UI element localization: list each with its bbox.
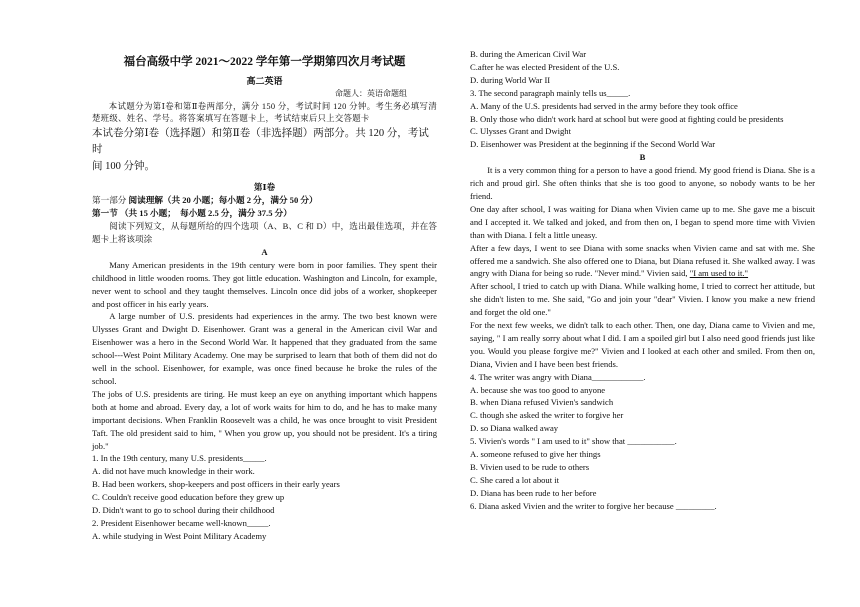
question-5 — [470, 435, 815, 500]
option-a: A. someone refused to give her things — [470, 449, 601, 460]
jie-1-label: 第一节 — [92, 208, 118, 219]
option-c: C.after he was elected President of the U.S. — [470, 61, 620, 72]
question-stem: 4. The writer was angry with Diana____________. — [470, 371, 646, 382]
intro-line-2: 间 100 分钟。 — [92, 160, 155, 172]
part-1-label: 第一部分 — [92, 195, 127, 206]
passage-a-paragraph-1: Many American presidents in the 19th century were born in poor families. They spent their childhood in little wooden rooms. They got little education. Washington and Lincoln, for example, never went to school and they taught themselves. Lincoln once did jobs of a worker, shopkeeper and post officer in his early years. — [92, 259, 437, 309]
option-d: D. so Diana walked away — [470, 423, 559, 434]
question-stem: 1. In the 19th century, many U.S. presidents_____. — [92, 453, 267, 464]
question-2 — [92, 517, 437, 543]
author-line: 命题人：英语命题组 — [335, 89, 407, 98]
passage-b-paragraph-3 — [470, 242, 815, 281]
passage-b-paragraph-2: One day after school, I was waiting for Diana when Vivien came up to me. She gave me a biscuit and I accepted it. We talked and joked, and from then on, I began to spend more time with Vivien than with Diana. I felt a little uneasy. — [470, 203, 815, 240]
option-a: A. Many of the U.S. presidents had served in the army before they took office — [470, 100, 738, 111]
passage-b-paragraph-1: It is a very common thing for a person to have a good friend. My good friend is Diana. She is a rich and proud girl. She often thinks that she is too good to anyone, so nobody wants to be her friend. — [470, 165, 815, 201]
exam-intro — [92, 126, 437, 176]
question-2-continued — [470, 48, 815, 87]
option-b: B. during the American Civil War — [470, 49, 587, 59]
passage-a-paragraph-3: The jobs of U.S. presidents are tiring. He must keep an eye on anything important which happens both at home and abroad. Every day, a lot of work waits for him to do, and he has to make many important decisions. When Franklin Roosevelt was a child, he was once brought to visit President Taft. The old president said to him, " When you grow up, you should not be president. It's a tiring job." — [92, 388, 437, 451]
exam-title: 福台高级中学 2021～2022 学年第一学期第四次月考试题 — [123, 56, 406, 68]
passage-b-paragraph-4: After school, I tried to catch up with Diana. While walking home, I tried to correct her attitude, but she didn't listen to me. She said, "Go and join your "dear" Vivien. I know you make a new friend and forget the old one." — [470, 281, 815, 318]
option-d: D. during World War II — [470, 74, 551, 85]
option-c: C. though she asked the writer to forgive her — [470, 410, 624, 421]
option-c: C. Couldn't receive good education before they grew up — [92, 492, 285, 503]
left-column — [92, 48, 437, 543]
question-6 — [470, 500, 815, 513]
exam-notice: 本试题分为第Ⅰ卷和第Ⅱ卷两部分，满分 150 分，考试时间 120 分钟。考生务必填写清楚班级、姓名、学号。将答案填写在答题卡上，考试结束后只上交答题卡 — [92, 101, 437, 124]
right-column — [470, 48, 815, 513]
option-b: B. Had been workers, shop-keepers and post officers in their early years — [92, 479, 340, 490]
question-4 — [470, 371, 815, 436]
underlined-quote: "I am used to it." — [689, 268, 749, 279]
part-1-heading — [92, 194, 437, 207]
question-stem: 2. President Eisenhower became well-known_____. — [92, 517, 271, 528]
passage-a-label: A — [261, 246, 268, 257]
passage-b-label: B — [639, 152, 646, 163]
question-stem: 3. The second paragraph mainly tells us_____. — [470, 87, 631, 98]
option-a: A. did not have much knowledge in their work. — [92, 466, 255, 477]
part-1-text: 阅读理解（共 20 小题；每小题 2 分，满分 50 分） — [128, 195, 318, 206]
intro-line-1: 本试卷分第Ⅰ卷（选择题）和第Ⅱ卷（非选择题）两部分。共 120 分，考试时 — [92, 127, 429, 156]
subject-title: 高二英语 — [246, 76, 283, 86]
option-d: D. Diana has been rude to her before — [470, 487, 597, 498]
question-stem: 6. Diana asked Vivien and the writer to forgive her because _________. — [470, 500, 717, 511]
passage-a-paragraph-2: A large number of U.S. presidents had experiences in the army. The two best known were Ulysses Grant and Dwight D. Eisenhower. Grant was a general in the American civil War and Eisenhower was a hero in the Second World War. It happened that they graduated from the same school---West Point Military Academy. One may be surprised to learn that both of them did not do well in the school. Eisenhower, for example, was once fined because he broke the rules of the school. — [92, 311, 437, 386]
question-1 — [92, 452, 437, 517]
option-a: A. because she was too good to anyone — [470, 384, 606, 395]
paragraph-3-text: After a few days, I went to see Diana with some snacks when Vivien came and sat with me. She offered me a sandwich. She also offered one to Diana, but Diana refused it. She walked away. I was angry with Diana for being so rude. "Never mind." Vivien said, — [470, 242, 815, 279]
passage-b-paragraph-5: For the next few weeks, we didn't talk to each other. Then, one day, Diana came to Vivien and me, saying, " I am really sorry about what I did. I am a spoiled girl but I also need good friends just like you. Would you please forgive me?" Vivien and I looked at each other and smiled. From then on, Diana, Vivien and I have been best friends. — [470, 320, 815, 369]
section-juan-1: 第Ⅰ卷 — [253, 182, 276, 193]
jie-1-text: （共 15 小题； 每小题 2.5 分，满分 37.5 分） — [119, 208, 292, 219]
option-a: A. while studying in West Point Military Academy — [92, 530, 267, 541]
option-b: B. Vivien used to be rude to others — [470, 462, 590, 472]
question-3 — [470, 87, 815, 152]
option-c: C. She cared a lot about it — [470, 474, 560, 485]
option-d: D. Didn't want to go to school during their childhood — [92, 505, 275, 516]
option-b: B. when Diana refused Vivien's sandwich — [470, 397, 614, 408]
jie-1-heading — [92, 207, 437, 220]
instructions: 阅读下列短文，从每题所给的四个选项（A、B、C 和 D）中，选出最佳选项，并在答题卡上将该项涂 — [92, 221, 437, 245]
option-d: D. Eisenhower was President at the beginning if the Second World War — [470, 139, 716, 150]
option-c: C. Ulysses Grant and Dwight — [470, 126, 571, 137]
option-b: B. Only those who didn't work hard at school but were good at fighting could be presidents — [470, 113, 784, 124]
question-stem: 5. Vivien's words " I am used to it" show that ___________. — [470, 436, 677, 447]
